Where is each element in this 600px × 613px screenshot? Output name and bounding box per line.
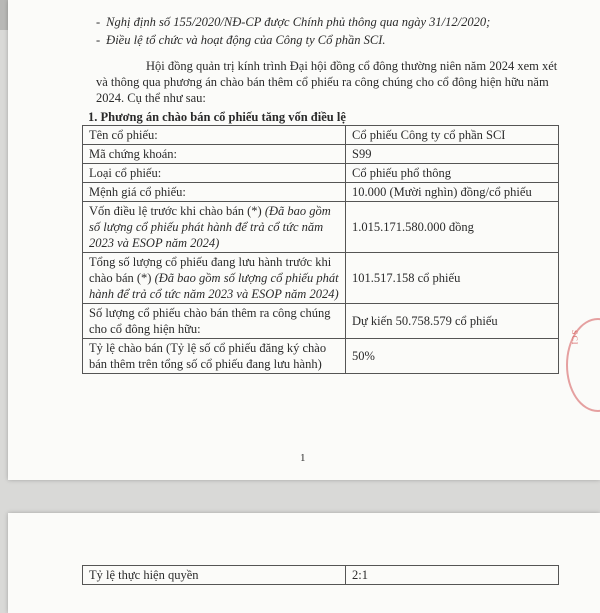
row-value: 10.000 (Mười nghìn) đồng/cổ phiếu [346,183,559,202]
legal-ref-1: - Nghị định số 155/2020/NĐ-CP được Chính phủ thông qua ngày 31/12/2020; [96,15,491,29]
section-heading: 1. Phương án chào bán cổ phiếu tăng vốn điều lệ [88,110,346,124]
row-value: S99 [346,145,559,164]
row-note: (Đã bao gồm số lượng cổ phiếu phát hành để trả cổ tức năm 2023 và ESOP năm 2024) [89,271,339,301]
legal-ref-2: - Điều lệ tổ chức và hoạt động của Công ty Cổ phần SCI. [96,33,386,47]
table-row [83,145,559,164]
table-row [83,126,559,145]
row-label: Tỷ lệ chào bán (Tỷ lệ số cổ phiếu đăng ký chào bán thêm trên tổng số cổ phiếu đang lưu hành) [89,341,327,371]
row-note: (Đã bao gồm số lượng cổ phiếu phát hành để trả cổ tức năm 2023 và ESOP năm 2024) [89,204,331,250]
row-value: Cổ phiếu Công ty cổ phần SCI [346,126,559,145]
row-label-cell [83,253,346,304]
row-label-cell [83,145,346,164]
page-number: 1 [300,452,306,464]
row-label: Tỷ lệ thực hiện quyền [89,568,199,582]
row-value: 101.517.158 cổ phiếu [346,253,559,304]
table-row [83,164,559,183]
table-row [83,253,559,304]
bullet-dash: - [96,15,101,29]
row-label: Mệnh giá cổ phiếu: [89,185,186,199]
document-page-2 [8,513,600,613]
row-label-cell [83,566,346,585]
row-label-cell [83,339,346,374]
row-label-cell [83,202,346,253]
row-value: 2:1 [346,566,559,585]
row-label: Loại cổ phiếu: [89,166,162,180]
row-label-cell [83,164,346,183]
row-value: 50% [346,339,559,374]
intro-paragraph: Hội đồng quản trị kính trình Đại hội đồng cổ đông thường niên năm 2024 xem xét và thông qua phương án chào bán thêm cổ phiếu ra công chúng cho cổ đông hiện hữu năm 2024. Cụ thể như sau: [96,59,558,105]
table-row [83,566,559,585]
exercise-ratio-table [82,565,559,585]
row-label: Mã chứng khoán: [89,147,178,161]
stamp-lettering: SCI [570,330,579,346]
table-row [83,339,559,374]
row-label: Tổng số lượng cổ phiếu đang lưu hành trước khi chào bán (*) [89,255,332,285]
table-row [83,202,559,253]
row-label-cell [83,126,346,145]
row-value: Dự kiến 50.758.579 cổ phiếu [346,304,559,339]
row-label-cell [83,183,346,202]
bullet-dash: - [96,33,101,47]
table-row [83,304,559,339]
row-label-cell [83,304,346,339]
table-row [83,183,559,202]
row-label: Tên cổ phiếu: [89,128,158,142]
row-label: Số lượng cổ phiếu chào bán thêm ra công chúng cho cổ đông hiện hữu: [89,306,331,336]
row-value: 1.015.171.580.000 đồng [346,202,559,253]
offering-table [82,125,559,374]
row-label: Vốn điều lệ trước khi chào bán (*) [89,204,262,218]
row-value: Cổ phiếu phổ thông [346,164,559,183]
